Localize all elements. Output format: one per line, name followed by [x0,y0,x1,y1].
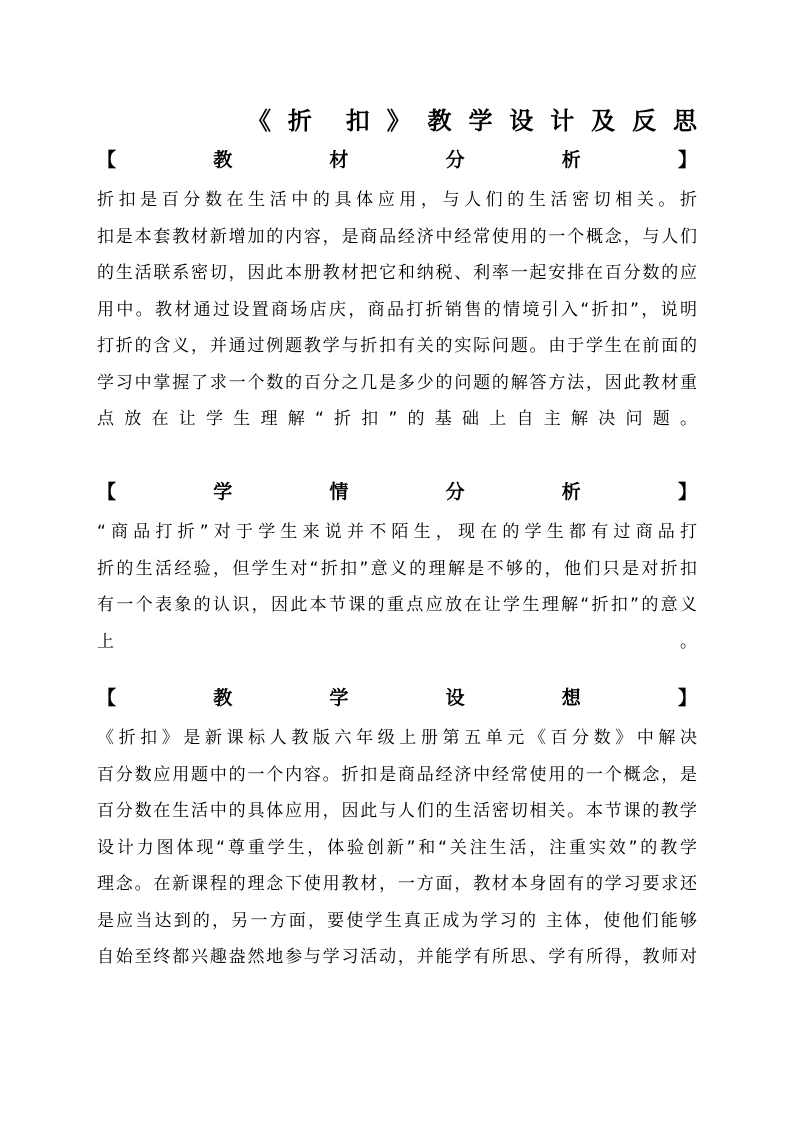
heading-char: 教 [213,148,233,171]
paragraph-line: 百分数应用题中的一个内容。折扣是商品经济中经常使用的一个概念，是 [97,764,697,785]
title-char: 设 [509,106,534,135]
heading-char: 【 [97,686,117,709]
heading-char: 分 [445,148,465,171]
section-body-teaching-idea [97,720,697,976]
heading-char: 【 [97,148,117,171]
heading-char: 】 [677,148,697,171]
title-char: 折 [287,106,312,135]
paragraph-line: 的生活联系密切，因此本册教材把它和纳税、利率一起安排在百分数的应 [97,263,697,283]
paragraph-line: 百分数在生活中的具体应用，因此与人们的生活密切相关。本节课的教学 [97,801,697,821]
paragraph-line: 折扣是百分数在生活中的具体应用，与人们的生活密切相关。折 [97,190,697,210]
heading-char: 】 [677,686,697,709]
paragraph-line: 点放在让学生理解“折扣”的基础上自主解决问题。 [97,409,697,429]
paragraph-line: “商品打折”对于学生来说并不陌生，现在的学生都有过商品打 [97,522,697,542]
title-char: 学 [468,106,493,135]
heading-char: 想 [561,686,581,709]
heading-char: 学 [213,480,233,503]
title-char: 反 [632,106,657,135]
title-char: 及 [591,106,616,135]
heading-char: 教 [213,686,233,709]
paragraph-line: 自始至终都兴趣盎然地参与学习活动，并能学有所思、学有所得，教师对 [97,947,697,967]
title-char: 扣 [345,106,370,135]
paragraph-line: 扣是本套教材新增加的内容，是商品经济中经常使用的一个概念，与人们 [97,226,697,247]
title-char: 思 [672,106,697,135]
title-char: 教 [427,106,452,135]
paragraph-line: 是应当达到的，另一方面，要使学生真正成为学习的 主体，使他们能够 [97,910,697,931]
paragraph-line: 打折的含义，并通过例题教学与折扣有关的实际问题。由于学生在前面的 [97,336,697,356]
heading-char: 设 [445,686,465,709]
paragraph-line: 有一个表象的认识，因此本节课的重点应放在让学生理解“折扣”的意义 [97,595,697,615]
title-char: 》 [386,106,411,135]
paragraph-line: 用中。教材通过设置商场店庆，商品打折销售的情境引入“折扣”，说明 [97,299,697,320]
section-body-student-analysis [97,514,697,660]
section-heading-textbook-analysis [97,142,697,174]
heading-char: 析 [561,480,581,503]
title-char: 计 [550,106,575,135]
paragraph-line: 上 。 [97,631,697,652]
paragraph-line: 设计力图体现“尊重学生，体验创新”和“关注生活，注重实效”的教学 [97,837,697,858]
heading-char: 材 [329,148,349,171]
heading-char: 【 [97,480,117,503]
paragraph-line: 理念。在新课程的理念下使用教材，一方面，教材本身固有的学习要求还 [97,874,697,894]
heading-char: 析 [561,148,581,171]
heading-char: 】 [677,480,697,503]
title-char: 《 [247,106,271,135]
heading-char: 情 [329,480,349,503]
section-body-textbook-analysis [97,182,697,438]
document-title [247,98,697,138]
paragraph-line: 折的生活经验，但学生对“折扣”意义的理解是不够的，他们只是对折扣 [97,558,697,579]
paragraph-line: 学习中掌握了求一个数的百分之几是多少的问题的解答方法，因此教材重 [97,372,697,393]
section-heading-student-analysis [97,474,697,506]
heading-char: 分 [445,480,465,503]
section-heading-teaching-idea [97,680,697,712]
heading-char: 学 [329,686,349,709]
paragraph-line: 《折扣》是新课标人教版六年级上册第五单元《百分数》中解决 [97,728,697,748]
